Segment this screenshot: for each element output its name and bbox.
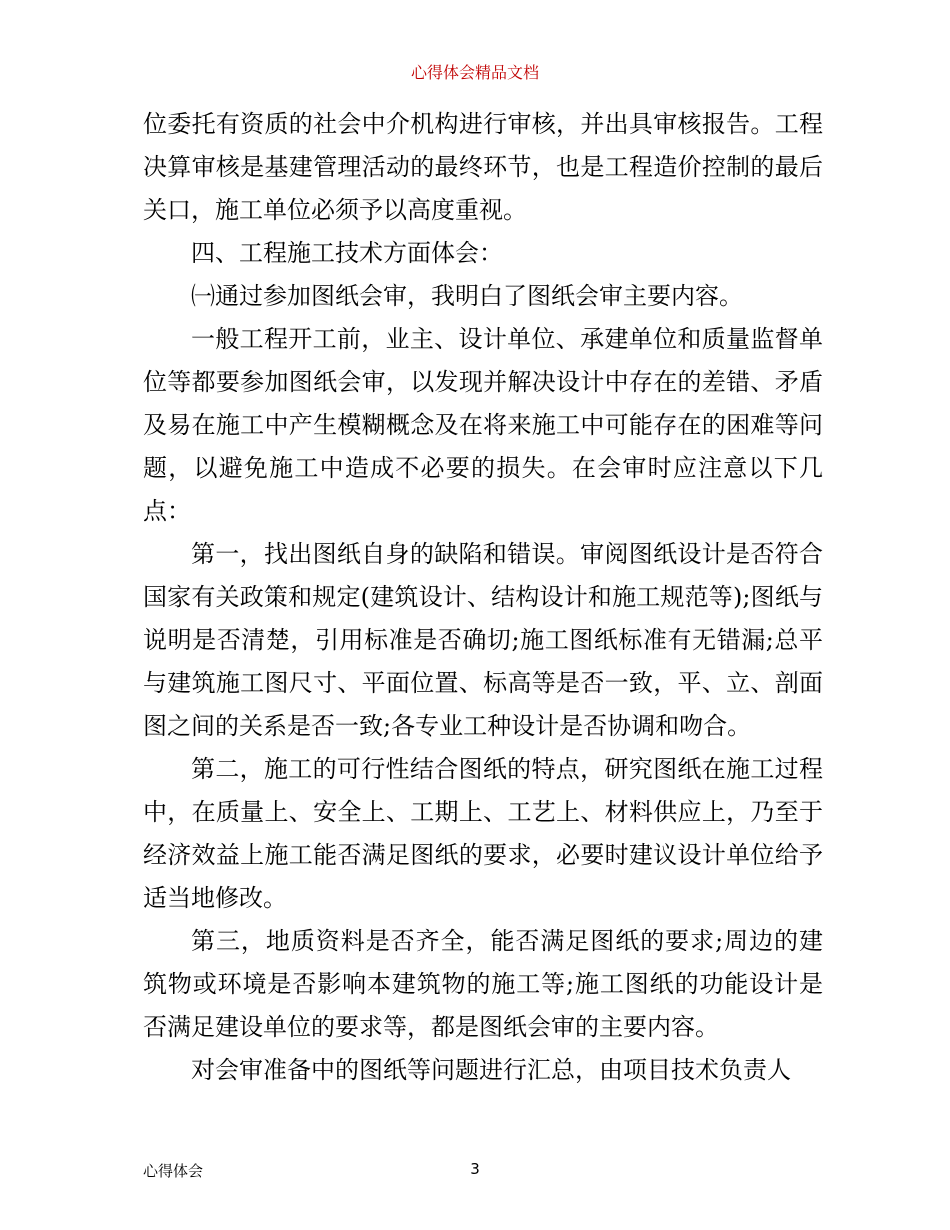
paragraph-1: 位委托有资质的社会中介机构进行审核，并出具审核报告。工程决算审核是基建管理活动的最终环节，也是工程造价控制的最后关口，施工单位必须予以高度重视。 <box>143 110 823 224</box>
paragraph-6: 第二，施工的可行性结合图纸的特点，研究图纸在施工过程中，在质量上、安全上、工期上、工艺上、材料供应上，乃至于经济效益上施工能否满足图纸的要求，必要时建议设计单位给予适当地修改。 <box>143 755 823 912</box>
page-number: 3 <box>470 1160 480 1178</box>
paragraph-8: 对会审准备中的图纸等问题进行汇总，由项目技术负责人 <box>191 1056 791 1084</box>
paragraph-4: 一般工程开工前，业主、设计单位、承建单位和质量监督单位等都要参加图纸会审，以发现并解决设计中存在的差错、矛盾及易在施工中产生模糊概念及在将来施工中可能存在的困难等问题，以避免施工中造成不必要的损失。在会审时应注意以下几点： <box>143 325 823 525</box>
paragraph-2: 四、工程施工技术方面体会： <box>191 239 503 267</box>
footer-label: 心得体会 <box>143 1162 204 1180</box>
paragraph-7: 第三，地质资料是否齐全，能否满足图纸的要求;周边的建筑物或环境是否影响本建筑物的施工等;施工图纸的功能设计是否满足建设单位的要求等，都是图纸会审的主要内容。 <box>143 927 823 1041</box>
paragraph-3: ㈠通过参加图纸会审，我明白了图纸会审主要内容。 <box>191 282 743 310</box>
page-header-title: 心得体会精品文档 <box>410 63 539 82</box>
document-body <box>143 103 823 1092</box>
paragraph-5: 第一，找出图纸自身的缺陷和错误。审阅图纸设计是否符合国家有关政策和规定(建筑设计、结构设计和施工规范等);图纸与说明是否清楚，引用标准是否确切;施工图纸标准有无错漏;总平与建筑施工图尺寸、平面位置、标高等是否一致，平、立、剖面图之间的关系是否一致;各专业工种设计是否协调和吻合。 <box>143 540 823 740</box>
